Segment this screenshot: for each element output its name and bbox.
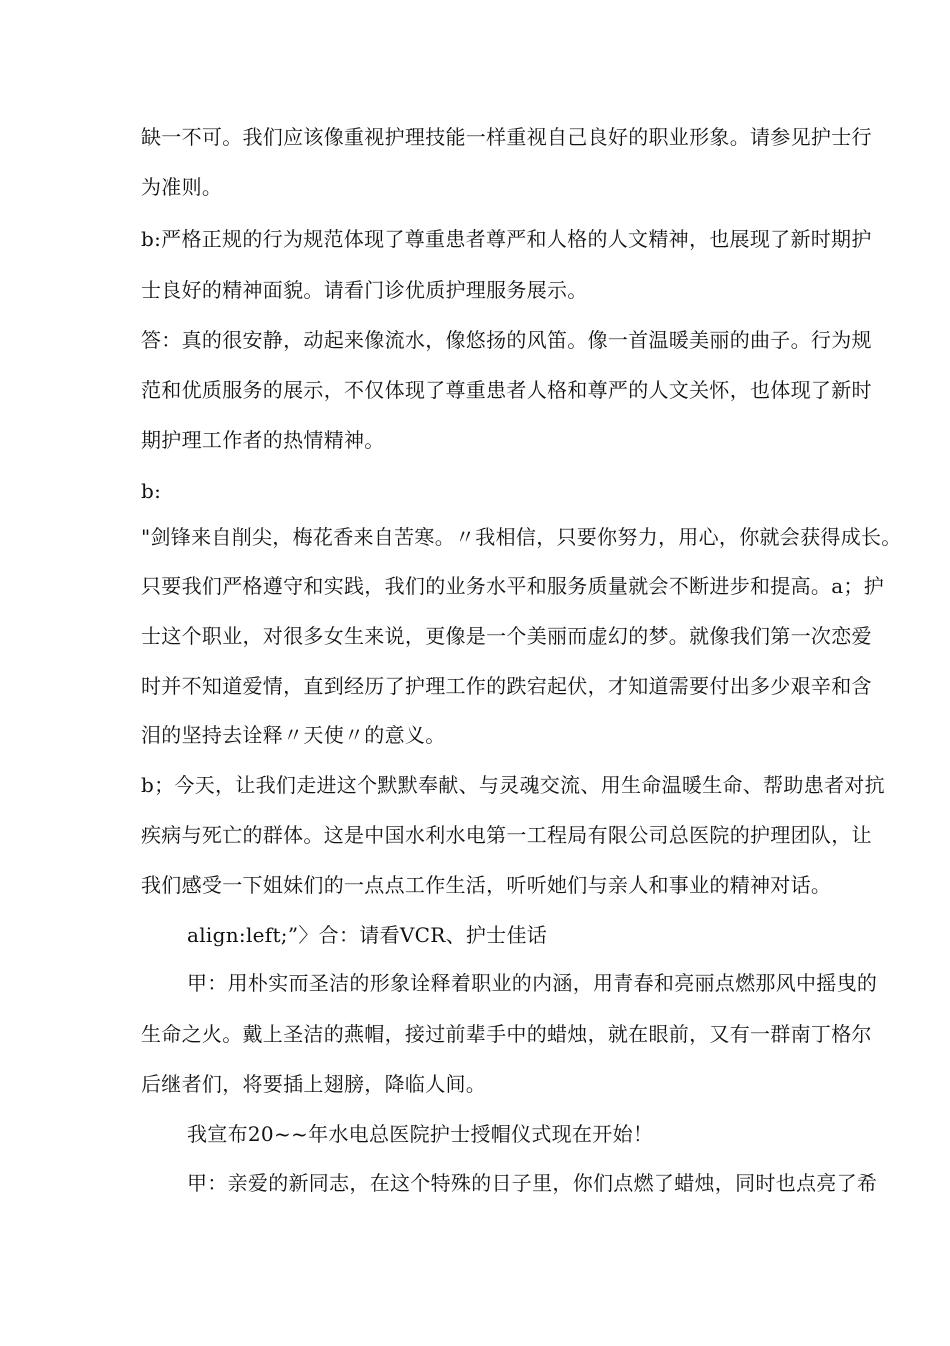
text-line: 我宣布20~~年水电总医院护士授帽仪式现在开始！	[187, 1122, 654, 1146]
text-line: 缺一不可。我们应该像重视护理技能一样重视自己良好的职业形象。请参见护士行	[141, 125, 872, 149]
text-line: 生命之火。戴上圣洁的燕帽，接过前辈手中的蜡烛，就在眼前，又有一群南丁格尔	[141, 1022, 872, 1046]
text-line: 士这个职业，对很多女生来说，更像是一个美丽而虚幻的梦。就像我们第一次恋爱	[141, 624, 872, 648]
text-line: 后继者们，将要插上翅膀，降临人间。	[141, 1072, 487, 1096]
text-line: 甲：亲爱的新同志，在这个特殊的日子里，你们点燃了蜡烛，同时也点亮了希	[187, 1171, 878, 1195]
text-line: 甲：用朴实而圣洁的形象诠释着职业的内涵，用青春和亮丽点燃那风中摇曳的	[187, 971, 878, 995]
text-line: 只要我们严格遵守和实践，我们的业务水平和服务质量就会不断进步和提高。a；护	[141, 574, 885, 598]
text-line: 期护理工作者的热情精神。	[141, 428, 385, 452]
text-line: 为准则。	[141, 175, 223, 199]
text-line: 疾病与死亡的群体。这是中国水利水电第一工程局有限公司总医院的护理团队，让	[141, 823, 872, 847]
text-line: 答：真的很安静，动起来像流水，像悠扬的风笛。像一首温暖美丽的曲子。行为规	[141, 328, 872, 352]
text-line: b:严格正规的行为规范体现了尊重患者尊严和人格的人文精神，也展现了新时期护	[141, 227, 872, 251]
text-line: 我们感受一下姐妹们的一点点工作生活，听听她们与亲人和事业的精神对话。	[141, 873, 832, 897]
text-line: 泪的坚持去诠释〃天使〃的意义。	[141, 723, 446, 747]
text-line: 范和优质服务的展示，不仅体现了尊重患者人格和尊严的人文关怀，也体现了新时	[141, 378, 872, 402]
text-line: b:	[141, 479, 162, 503]
text-line: b；今天，让我们走进这个默默奉献、与灵魂交流、用生命温暖生命、帮助患者对抗	[141, 773, 885, 797]
text-line: 时并不知道爱情，直到经历了护理工作的跌宕起伏，才知道需要付出多少艰辛和含	[141, 674, 872, 698]
text-line: align:left;”〉合：请看VCR、护士佳话	[187, 923, 548, 947]
text-line: 士良好的精神面貌。请看门诊优质护理服务展示。	[141, 278, 588, 302]
text-line: "剑锋来自削尖，梅花香来自苦寒。〃我相信，只要你努力，用心，你就会获得成长。	[141, 525, 902, 549]
